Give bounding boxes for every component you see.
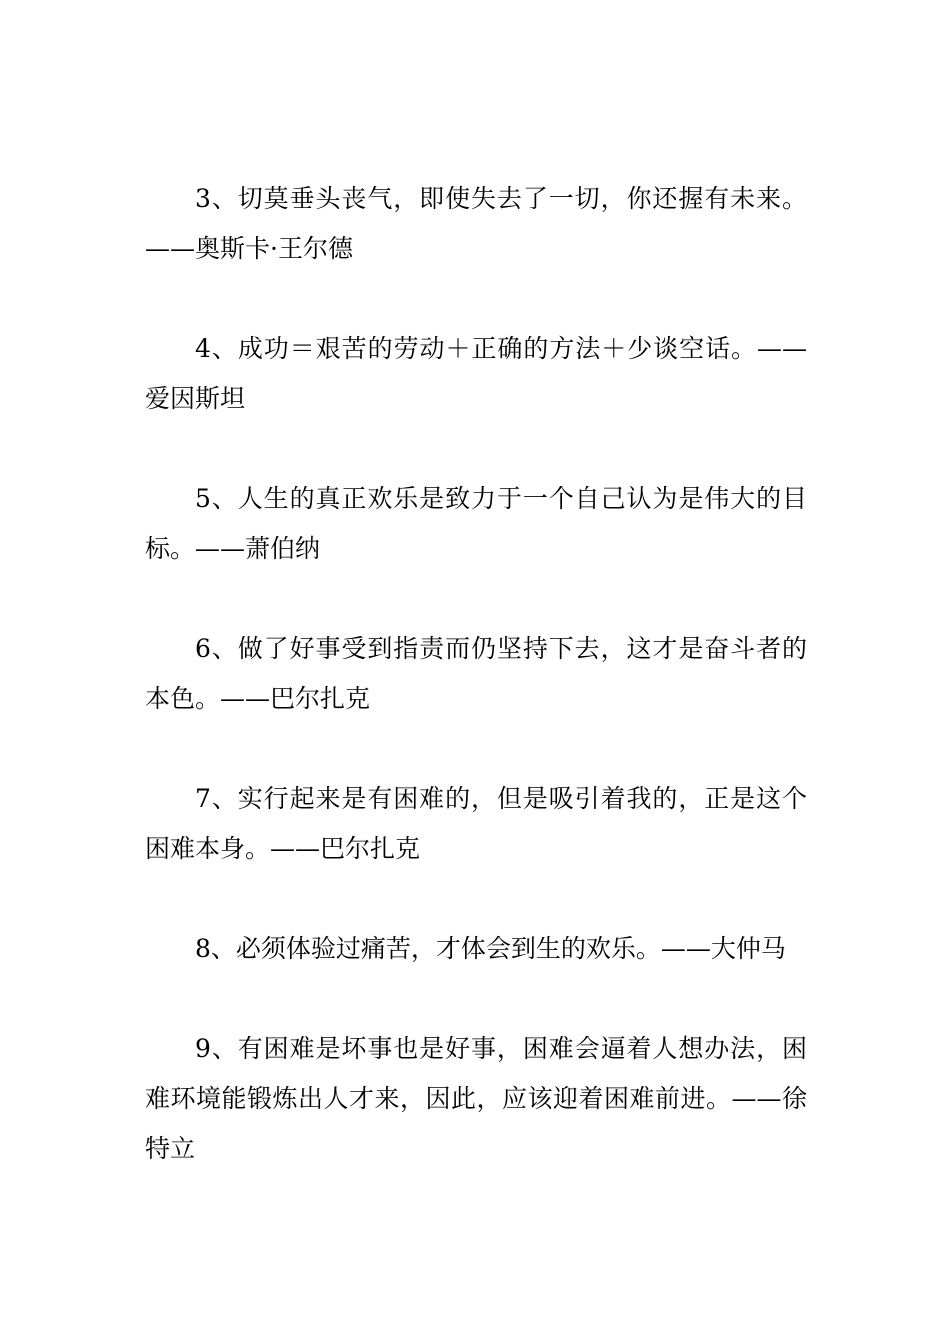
quote-paragraph: 9、有困难是坏事也是好事，困难会逼着人想办法，困难环境能锻炼出人才来，因此，应该迎着困难前进。——徐特立 xyxy=(145,1034,807,1163)
quote-paragraph: 7、实行起来是有困难的，但是吸引着我的，正是这个困难本身。——巴尔扎克 xyxy=(145,784,807,863)
quote-paragraph: 6、做了好事受到指责而仍坚持下去，这才是奋斗者的本色。——巴尔扎克 xyxy=(145,634,807,713)
quote-paragraph: 4、成功＝艰苦的劳动＋正确的方法＋少谈空话。——爱因斯坦 xyxy=(145,334,807,413)
quote-paragraph: 3、切莫垂头丧气，即使失去了一切，你还握有未来。——奥斯卡·王尔德 xyxy=(145,184,807,263)
document-body xyxy=(145,174,807,1224)
quote-paragraph: 5、人生的真正欢乐是致力于一个自己认为是伟大的目标。——萧伯纳 xyxy=(145,484,807,563)
quote-paragraph: 8、必须体验过痛苦，才体会到生的欢乐。——大仲马 xyxy=(195,934,786,963)
